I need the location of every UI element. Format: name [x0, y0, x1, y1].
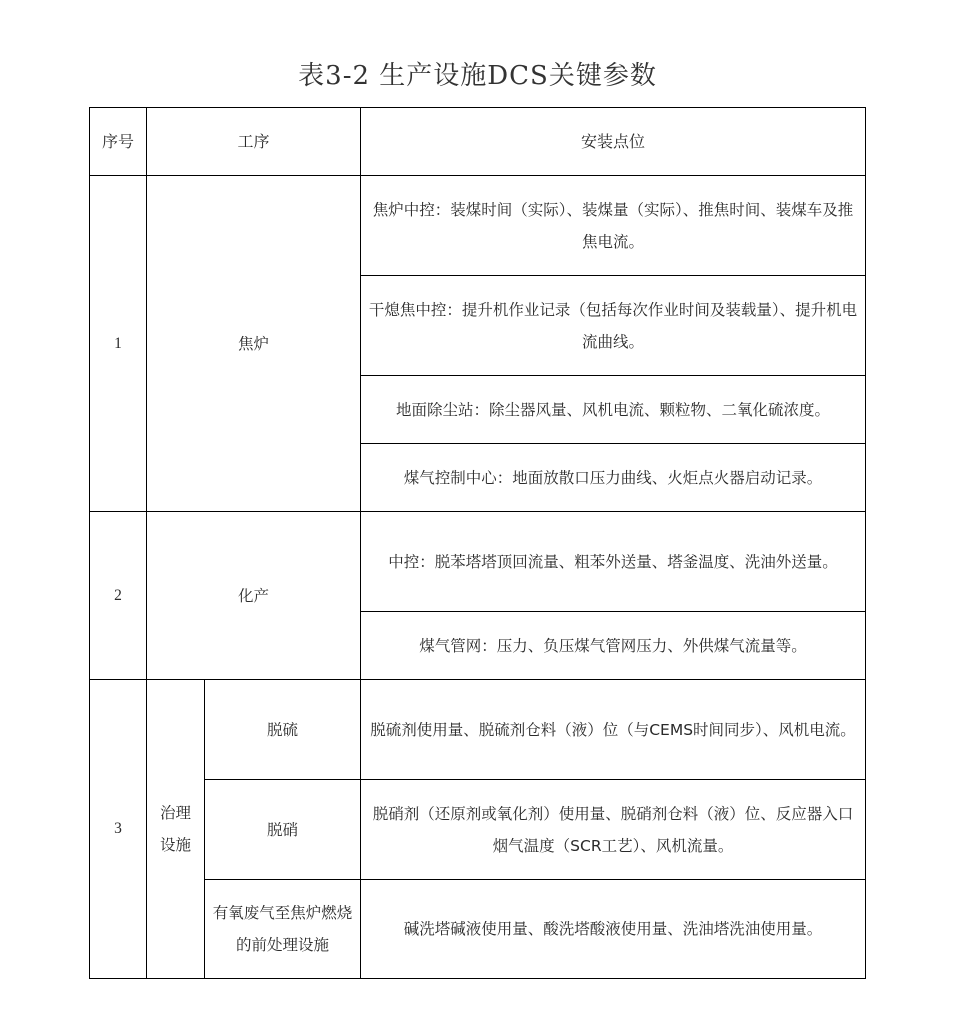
process-cell: 治理设施	[147, 680, 205, 979]
header-seq: 序号	[90, 108, 147, 176]
table-row	[90, 176, 866, 276]
process-cell: 焦炉	[147, 176, 361, 512]
seq-cell: 2	[90, 512, 147, 680]
header-process: 工序	[147, 108, 361, 176]
seq-cell: 1	[90, 176, 147, 512]
sub-process-cell: 有氧废气至焦炉燃烧的前处理设施	[205, 880, 361, 979]
install-point-cell: 碱洗塔碱液使用量、酸洗塔酸液使用量、洗油塔洗油使用量。	[361, 880, 866, 979]
sub-process-cell: 脱硫	[205, 680, 361, 780]
install-point-cell: 中控：脱苯塔塔顶回流量、粗苯外送量、塔釜温度、洗油外送量。	[361, 512, 866, 612]
table-row	[90, 512, 866, 612]
dcs-parameters-table	[89, 107, 866, 979]
install-point-cell: 干熄焦中控：提升机作业记录（包括每次作业时间及装载量）、提升机电流曲线。	[361, 276, 866, 376]
install-point-cell: 焦炉中控：装煤时间（实际）、装煤量（实际）、推焦时间、装煤车及推焦电流。	[361, 176, 866, 276]
sub-process-cell: 脱硝	[205, 780, 361, 880]
install-point-cell: 脱硝剂（还原剂或氧化剂）使用量、脱硝剂仓料（液）位、反应器入口烟气温度（SCR工艺）、风机流量。	[361, 780, 866, 880]
install-point-cell: 煤气管网：压力、负压煤气管网压力、外供煤气流量等。	[361, 612, 866, 680]
table-header-row	[90, 108, 866, 176]
seq-cell: 3	[90, 680, 147, 979]
table-row	[90, 680, 866, 780]
install-point-cell: 地面除尘站：除尘器风量、风机电流、颗粒物、二氧化硫浓度。	[361, 376, 866, 444]
table-row	[90, 880, 866, 979]
header-install-points: 安装点位	[361, 108, 866, 176]
table-row	[90, 780, 866, 880]
table-title: 表3-2 生产设施DCS关键参数	[298, 61, 657, 91]
install-point-cell: 煤气控制中心：地面放散口压力曲线、火炬点火器启动记录。	[361, 444, 866, 512]
process-cell: 化产	[147, 512, 361, 680]
install-point-cell: 脱硫剂使用量、脱硫剂仓料（液）位（与CEMS时间同步）、风机电流。	[361, 680, 866, 780]
